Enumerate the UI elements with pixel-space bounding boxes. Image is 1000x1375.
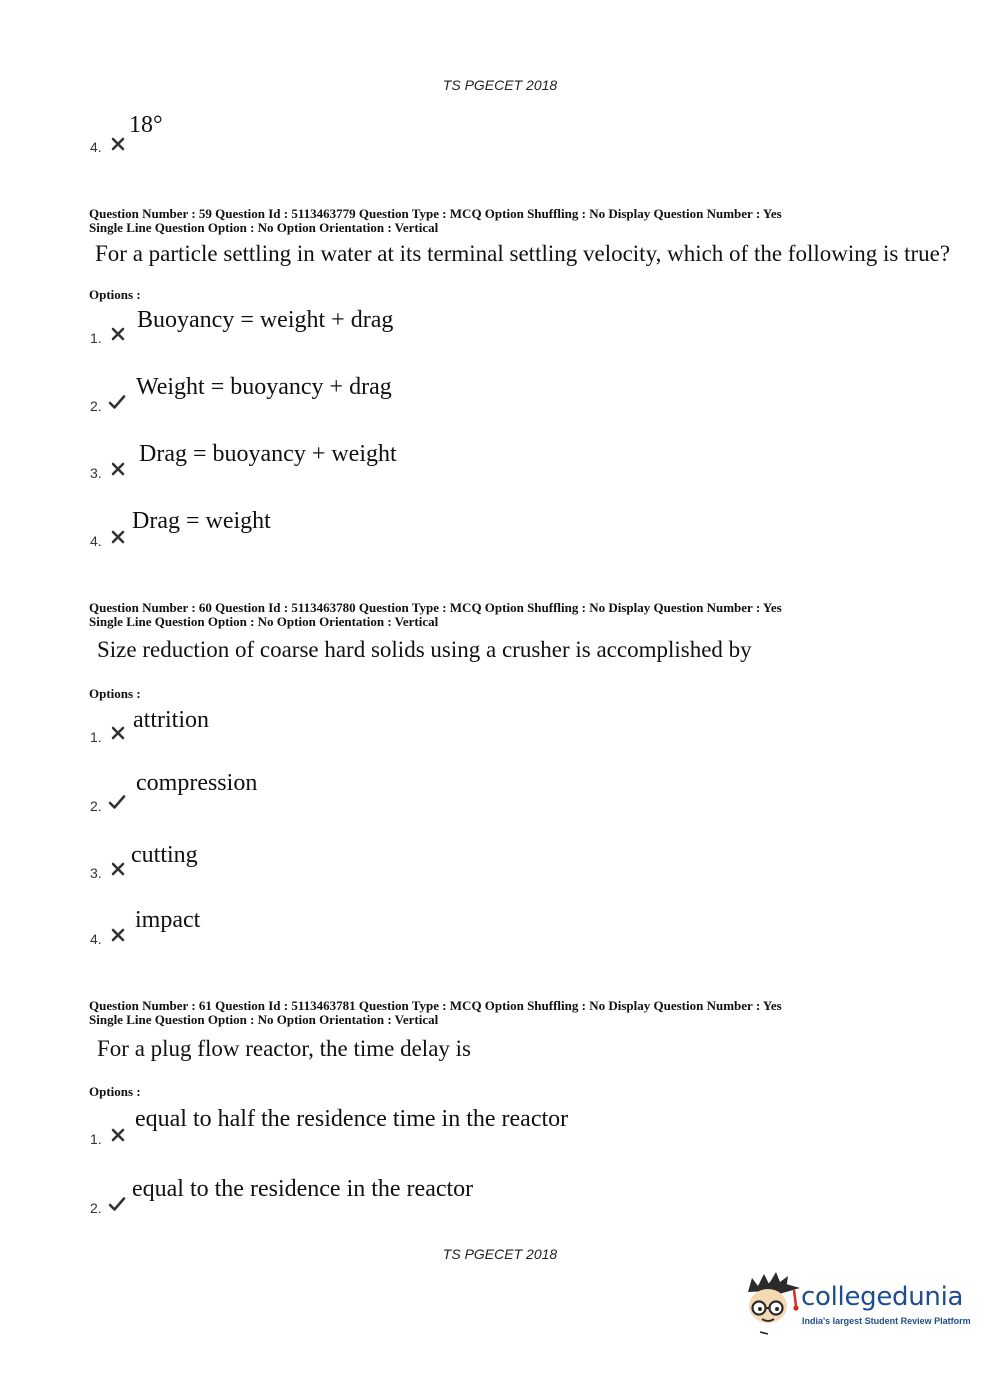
option-number: 3.: [90, 865, 102, 881]
check-mark-icon: [108, 794, 126, 810]
option-text: Drag = buoyancy + weight: [139, 441, 397, 467]
question-meta-line: Question Number : 61 Question Id : 5113463781 Question Type : MCQ Option Shuffling : No Display Question Number : Yes: [89, 998, 782, 1013]
cross-mark-icon: [109, 529, 127, 545]
question-61-meta: [89, 999, 969, 1027]
question-meta-line: Question Number : 59 Question Id : 5113463779 Question Type : MCQ Option Shuffling : No Display Question Number : Yes: [89, 206, 782, 221]
check-mark-icon: [108, 394, 126, 410]
option-number: 2.: [90, 398, 102, 414]
option-text: Drag = weight: [132, 508, 271, 534]
option-number: 3.: [90, 465, 102, 481]
cross-mark-icon: [109, 725, 127, 741]
option-text: Buoyancy = weight + drag: [137, 307, 394, 333]
question-59-text: For a particle settling in water at its terminal settling velocity, which of the following is true?: [95, 241, 951, 266]
cross-mark-icon: [109, 461, 127, 477]
option-text: Weight = buoyancy + drag: [136, 374, 392, 400]
option-text: equal to half the residence time in the reactor: [135, 1106, 569, 1132]
option-number: 1.: [90, 1131, 102, 1147]
check-mark-icon: [108, 1196, 126, 1212]
option-text: attrition: [133, 707, 209, 733]
option-text: compression: [136, 770, 258, 796]
cross-mark-icon: [109, 1127, 127, 1143]
question-meta-line: Single Line Question Option : No Option Orientation : Vertical: [89, 1012, 439, 1027]
option-number: 2.: [90, 1200, 102, 1216]
option-number: 1.: [90, 729, 102, 745]
options-label: Options :: [89, 1084, 141, 1099]
question-meta-line: Single Line Question Option : No Option Orientation : Vertical: [89, 220, 439, 235]
option-number: 4.: [90, 931, 102, 947]
option-text: equal to the residence in the reactor: [132, 1176, 474, 1202]
option-number: 4.: [90, 533, 102, 549]
option-text: cutting: [131, 842, 198, 868]
question-60-text: Size reduction of coarse hard solids using a crusher is accomplished by: [97, 637, 752, 662]
options-label: Options :: [89, 287, 141, 302]
logo-wordmark: collegedunia: [801, 1282, 964, 1312]
cross-mark-icon: [109, 927, 127, 943]
options-label: Options :: [89, 686, 141, 701]
page-header: TS PGECET 2018: [442, 77, 558, 93]
cross-mark-icon: [109, 326, 127, 342]
question-meta-line: Question Number : 60 Question Id : 5113463780 Question Type : MCQ Option Shuffling : No Display Question Number : Yes: [89, 600, 782, 615]
cross-mark-icon: [109, 136, 127, 152]
option-number: 2.: [90, 798, 102, 814]
question-61-text: For a plug flow reactor, the time delay is: [97, 1036, 471, 1061]
collegedunia-mascot-icon: [742, 1270, 802, 1338]
question-59-meta: [89, 207, 969, 235]
page-footer: TS PGECET 2018: [442, 1246, 558, 1262]
option-text: 18°: [129, 112, 163, 138]
option-text: impact: [135, 907, 201, 933]
logo-tagline: India's largest Student Review Platform: [802, 1316, 971, 1326]
cross-mark-icon: [109, 861, 127, 877]
question-meta-line: Single Line Question Option : No Option Orientation : Vertical: [89, 614, 439, 629]
option-number: 1.: [90, 330, 102, 346]
question-60-meta: [89, 601, 969, 629]
option-number: 4.: [90, 139, 102, 155]
